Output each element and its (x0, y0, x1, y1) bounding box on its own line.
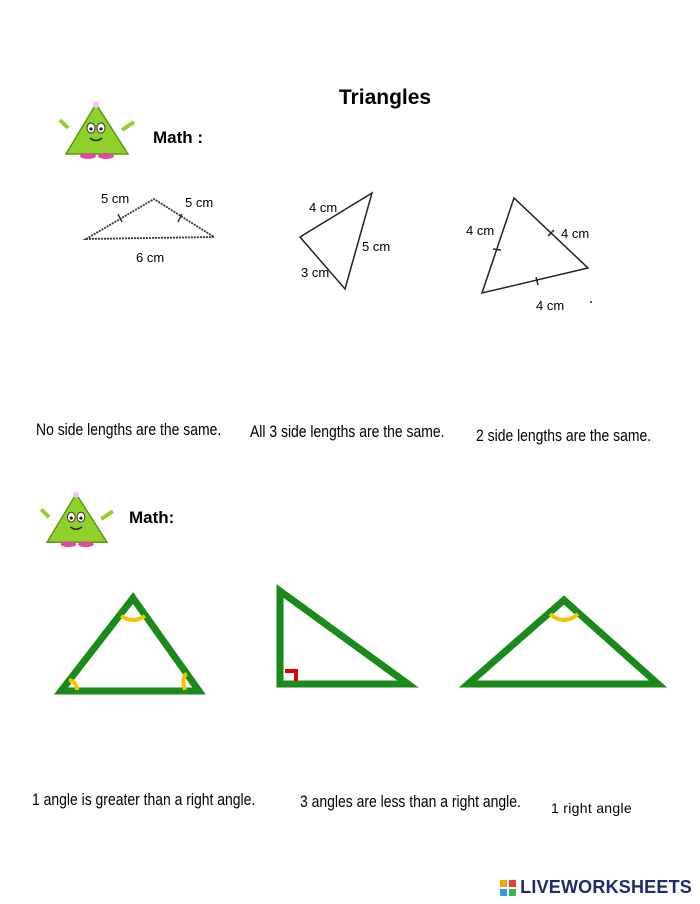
triangle-acute (55, 590, 210, 700)
triangle-obtuse (458, 592, 668, 692)
side-label: 5 cm (185, 195, 214, 210)
caption-scalene: No side lengths are the same. (36, 420, 222, 439)
caption-obtuse: 1 angle is greater than a right angle. (32, 790, 256, 809)
side-label: 4 cm (309, 200, 338, 215)
triangle-equilateral (470, 190, 600, 300)
brand-name: LIVEWORKSHEETS (520, 877, 692, 897)
side-label: 4 cm (536, 298, 565, 313)
math-label: Math : (153, 128, 204, 147)
side-label: 4 cm (466, 223, 495, 238)
side-label: 4 cm (561, 226, 590, 241)
math-label: Math: (129, 508, 175, 527)
side-label: 3 cm (301, 265, 330, 280)
liveworksheets-logo (499, 877, 692, 898)
liveworksheets-icon (499, 879, 517, 897)
triangle-right (274, 585, 419, 695)
side-label: 5 cm (101, 191, 130, 206)
side-label: 6 cm (136, 250, 165, 265)
caption-equilateral: All 3 side lengths are the same. (250, 422, 445, 441)
caption-right: 1 right angle (551, 800, 632, 816)
side-label: 5 cm (362, 239, 391, 254)
triangle-mascot-icon (40, 490, 120, 550)
triangle-mascot-icon (60, 100, 140, 162)
page-title: Triangles (338, 86, 432, 109)
caption-isosceles: 2 side lengths are the same. (476, 426, 652, 445)
caption-acute: 3 angles are less than a right angle. (300, 792, 521, 811)
